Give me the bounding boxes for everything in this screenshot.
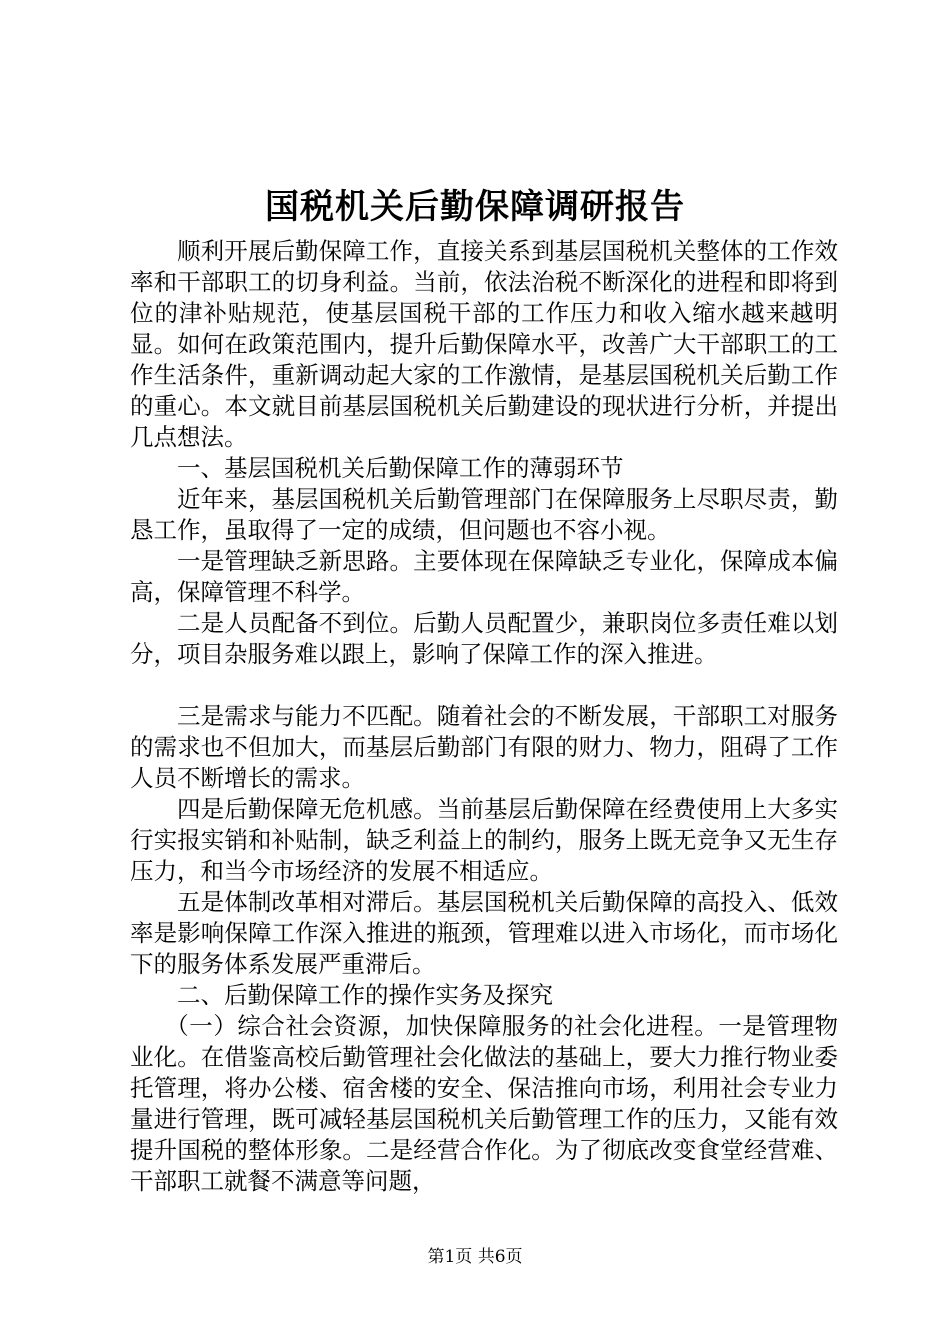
document-title: 国税机关后勤保障调研报告 [265,187,685,227]
page-number-footer: 第1页 共6页 [427,1247,523,1267]
section-heading-2: 二、后勤保障工作的操作实务及探究 [177,981,553,1009]
paragraph-point-1: 一是管理缺乏新思路。主要体现在保障缺乏专业化，保障成本偏高，保障管理不科学。 [130,547,838,606]
section-heading-1: 一、基层国税机关后勤保障工作的薄弱环节 [177,454,624,482]
paragraph-point-3: 三是需求与能力不匹配。随着社会的不断发展，干部职工对服务的需求也不但加大，而基层后勤部门有限的财力、物力，阻碍了工作人员不断增长的需求。 [130,702,838,792]
paragraph-subsection-1: （一）综合社会资源，加快保障服务的社会化进程。一是管理物业化。在借鉴高校后勤管理社会化做法的基础上，要大力推行物业委托管理，将办公楼、宿舍楼的安全、保洁推向市场，利用社会专业力量进行管理，既可减轻基层国税机关后勤管理工作的压力，又能有效提升国税的整体形象。二是经营合作化。为了彻底改变食堂经营难、干部职工就餐不满意等问题， [130,1012,838,1195]
document-body [130,236,838,1197]
paragraph-intro: 顺利开展后勤保障工作，直接关系到基层国税机关整体的工作效率和干部职工的切身利益。当前，依法治税不断深化的进程和即将到位的津补贴规范，使基层国税干部的工作压力和收入缩水越来越明显。如何在政策范围内，提升后勤保障水平，改善广大干部职工的工作生活条件，重新调动起大家的工作激情，是基层国税机关后勤工作的重心。本文就目前基层国税机关后勤建设的现状进行分析，并提出几点想法。 [130,237,838,451]
paragraph-point-2: 二是人员配备不到位。后勤人员配置少，兼职岗位多责任难以划分，项目杂服务难以跟上，影响了保障工作的深入推进。 [130,609,838,668]
paragraph-point-5: 五是体制改革相对滞后。基层国税机关后勤保障的高投入、低效率是影响保障工作深入推进的瓶颈，管理难以进入市场化，而市场化下的服务体系发展严重滞后。 [130,888,838,978]
paragraph-overview: 近年来，基层国税机关后勤管理部门在保障服务上尽职尽责，勤恳工作，虽取得了一定的成绩，但问题也不容小视。 [130,485,838,544]
paragraph-point-4: 四是后勤保障无危机感。当前基层后勤保障在经费使用上大多实行实报实销和补贴制，缺乏利益上的制约，服务上既无竞争又无生存压力，和当今市场经济的发展不相适应。 [130,795,838,885]
